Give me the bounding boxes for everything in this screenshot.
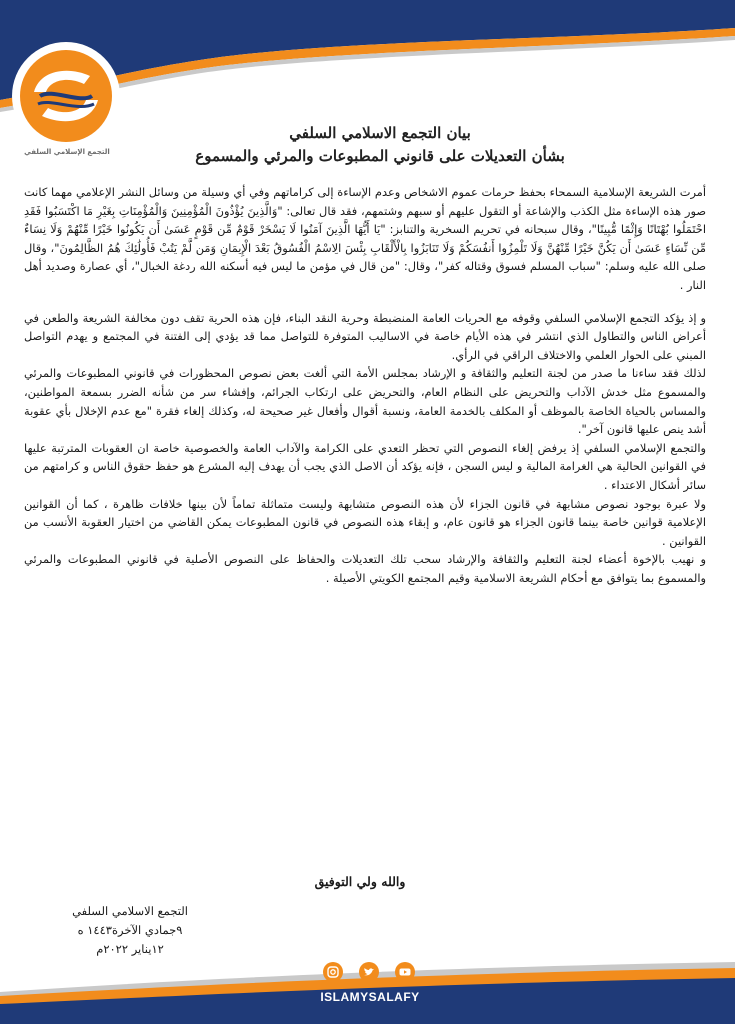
- signature-gregorian-date: ١٢يناير ٢٠٢٢م: [96, 942, 164, 956]
- twitter-icon[interactable]: [359, 962, 379, 982]
- paragraph-penal-code: ولا عبرة بوجود نصوص مشابهة في قانون الجزاء لأن هذه النصوص متشابهة وليست متماثلة تماماً لأن بينها خلافات ظاهرة ، كما أن القوانين الإعلامية قوانين خاصة بينما قانون الجزاء هو قانون عام، و إبقاء هذه النصوص في قانون المطبوعات يمكن القاضي من اختيار العقوبة الأنسب من القوانين .: [24, 496, 706, 548]
- signature-org: التجمع الاسلامي السلفي: [72, 904, 188, 918]
- social-handle: ISLAMYSALAFY: [320, 990, 420, 1004]
- signature-hijri-date: ٩جمادي الآخرة١٤٤٣ ه: [77, 923, 183, 937]
- paragraph-rejection: والتجمع الإسلامي السلفي إذ يرفض إلغاء النصوص التي تحظر التعدي على الكرامة والآداب العامة والخصوصية خاصة ان العقوبات المترتبة عليها في القوانين الحالية هي الغرامة المالية و ليس السجن ، فإنه يؤكد أن الاصل الذي يجب أن يهدف إليه المشرع هو حفظ حقوق الناس و كرامتهم من سائر أشكال الاعتداء .: [24, 440, 706, 492]
- paragraph-committee: لذلك فقد ساءنا ما صدر من لجنة التعليم والثقافة و الإرشاد بمجلس الأمة التي ألغت بعض نصوص المحظورات في قانوني المطبوعات والمرئي والمسموع مثل خدش الآداب والتحريض على النظام العام، والتحريض على ارتكاب الجرائم، وإفشاء سر من شأنه الضرر بسمعة المواطنين، والمساس بالحياة الخاصة بالموظف أو المكلف بالخدمة العامة، ونسبة أقوال وأفعال غير صحيحة له، وكذلك إلغاء فقرة "مع عدم الإخلال بأي عقوبة أشد ينص عليها قانون آخر".: [24, 366, 706, 437]
- statement-body: [24, 183, 706, 587]
- youtube-icon[interactable]: [395, 962, 415, 982]
- statement-title: [180, 122, 580, 168]
- logo-caption: التجمع الإسلامي السلفي: [24, 148, 110, 156]
- social-links: [323, 962, 415, 984]
- paragraph-appeal: و نهيب بالإخوة أعضاء لجنة التعليم والثقافة والإرشاد سحب تلك التعديلات والحفاظ على النصوص الأصلية في قانوني المطبوعات والمرئي والمسموع بما يتوافق مع أحكام الشريعة الاسلامية وقيم المجتمع الكويتي الأصيلة .: [24, 552, 706, 585]
- paragraph-freedoms: و إذ يؤكد التجمع الإسلامي السلفي وقوفه مع الحريات العامة المنضبطة وحرية النقد البناء، فإن هذه الحرية تقف دون مخالفة الشريعة والطعن في أعراض الناس والتطاول الذي انتشر في هذه الأيام خاصة في الاساليب المتوفرة للتواصل مما قد يؤدي إلى الفتنة في المجتمع و يهدم التواصل المبني على الحوار العلمي والاختلاف الراقي في الرأي.: [24, 310, 706, 362]
- title-line-2: بشأن التعديلات على قانوني المطبوعات والمرئي والمسموع: [195, 147, 565, 165]
- instagram-icon[interactable]: [323, 962, 343, 982]
- closing-line: والله ولي التوفيق: [314, 874, 406, 889]
- paragraph-intro: أمرت الشريعة الإسلامية السمحاء بحفظ حرمات عموم الاشخاص وعدم الإساءة إلى كراماتهم وفي أي وسيلة من وسائل النشر الإعلامي مهما كانت صور هذه الإساءة مثل الكذب والإشاعة أو التقول عليهم أو سبهم وشتمهم، فقد قال تعالى: "وَالَّذِينَ يُؤْذُونَ الْمُؤْمِنِينَ وَالْمُؤْمِنَاتِ بِغَيْرِ مَا اكْتَسَبُوا فَقَدِ احْتَمَلُوا بُهْتَانًا وَإِثْمًا مُّبِينًا"، وقال سبحانه في تحريم السخرية والتنابز: "يَا أَيُّهَا الَّذِينَ آمَنُوا لَا يَسْخَرْ قَوْمٌ مِّن قَوْمٍ عَسَىٰ أَن يَكُونُوا خَيْرًا مِّنْهُمْ وَلَا نِسَاءٌ مِّن نِّسَاءٍ عَسَىٰ أَن يَكُنَّ خَيْرًا مِّنْهُنَّ وَلَا تَلْمِزُوا أَنفُسَكُمْ وَلَا تَنَابَزُوا بِالْأَلْقَابِ بِئْسَ الِاسْمُ الْفُسُوقُ بَعْدَ الْإِيمَانِ وَمَن لَّمْ يَتُبْ فَأُولَٰئِكَ هُمُ الظَّالِمُونَ"، وقال صلى الله عليه وسلم: "سباب المسلم فسوق وقتاله كفر"، وقال: "من قال في مؤمن ما ليس فيه أسكنه الله ردغة الخبال"، أي عصارة وصديد أهل النار .: [24, 185, 706, 292]
- title-line-1: بيان التجمع الاسلامي السلفي: [289, 124, 471, 142]
